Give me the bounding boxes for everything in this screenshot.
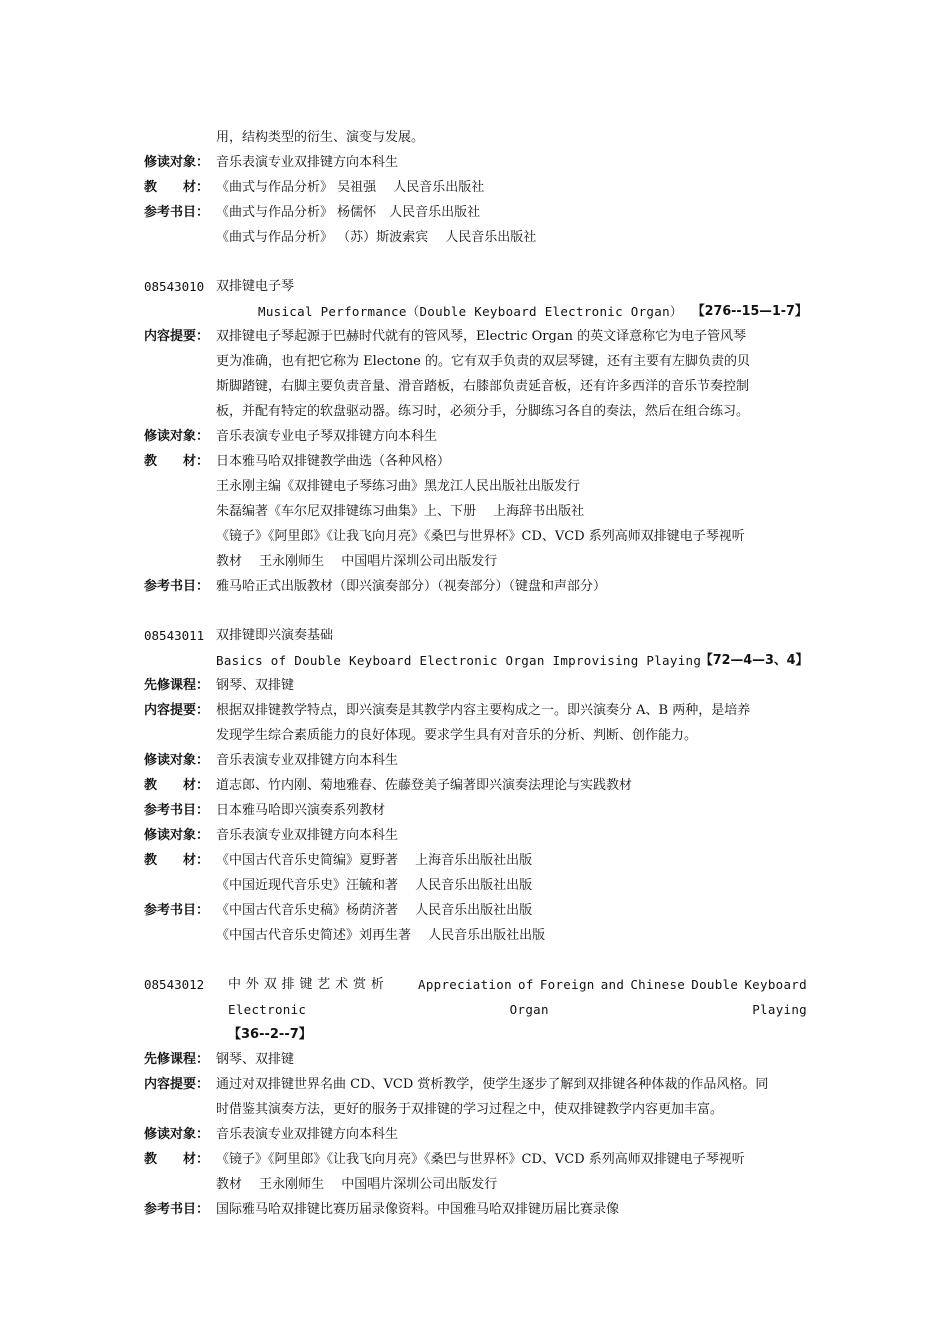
course-english-title: Basics of Double Keyboard Electronic Organ Improvising Playing	[216, 653, 702, 668]
students-label: 修读对象：	[144, 155, 210, 170]
course-code: 08543012	[144, 977, 205, 992]
refs-value: 《中国古代音乐史稿》杨荫济著 人民音乐出版社出版	[216, 903, 533, 918]
english-word: Electronic	[228, 1002, 307, 1017]
textbook-value: 日本雅马哈双排键教学曲选（各种风格）	[216, 454, 451, 469]
intro-tail-text: 用，结构类型的衍生、演变与发展。	[216, 130, 425, 145]
students-value: 音乐表演专业双排键方向本科生	[216, 155, 399, 170]
textbook-label: 教 材：	[144, 778, 210, 793]
textbook-value: 教材 王永刚师生 中国唱片深圳公司出版发行	[216, 1177, 498, 1192]
summary-line: 斯脚踏键，右脚主要负责音量、滑音踏板，右膝部负责延音板，还有许多西洋的音乐节奏控制	[216, 379, 750, 394]
course-title-char: 键	[299, 977, 313, 992]
refs-label: 参考书目：	[144, 205, 210, 220]
textbook-value: 《中国古代音乐史简编》夏野著 上海音乐出版社出版	[216, 853, 533, 868]
prereq-label: 先修课程：	[144, 678, 210, 693]
textbook-label: 教 材：	[144, 454, 210, 469]
course-title-char: 中	[228, 977, 242, 992]
prereq-label: 先修课程：	[144, 1052, 210, 1067]
english-word: and	[600, 977, 625, 992]
prereq-value: 钢琴、双排键	[216, 678, 295, 693]
english-word: Chinese	[630, 977, 686, 992]
textbook-value: 《镜子》《阿里郎》《让我飞向月亮》《桑巴与世界杯》CD、VCD 系列高师双排键电子琴视听	[216, 529, 745, 544]
summary-label: 内容提要：	[144, 329, 210, 344]
textbook-value: 《镜子》《阿里郎》《让我飞向月亮》《桑巴与世界杯》CD、VCD 系列高师双排键电子琴视听	[216, 1152, 745, 1167]
english-word: Playing	[752, 1002, 807, 1017]
summary-line: 时借鉴其演奏方法，更好的服务于双排键的学习过程之中，使双排键教学内容更加丰富。	[216, 1102, 724, 1117]
course-english-title-line1	[418, 976, 807, 994]
refs-value: 雅马哈正式出版教材（即兴演奏部分）（视奏部分）（键盘和声部分）	[216, 579, 607, 594]
english-word: Foreign	[539, 977, 595, 992]
summary-line: 双排键电子琴起源于巴赫时代就有的管风琴，Electric Organ 的英文译意称它为电子管风琴	[216, 329, 747, 344]
refs-value: 国际雅马哈双排键比赛历届录像资料。中国雅马哈双排键历届比赛录像	[216, 1202, 620, 1217]
students-label: 修读对象：	[144, 429, 210, 444]
course-title: 双排键电子琴	[216, 279, 295, 294]
textbook-value: 教材 王永刚师生 中国唱片深圳公司出版发行	[216, 554, 498, 569]
course-title-char: 艺	[317, 977, 331, 992]
course-title-char: 析	[370, 977, 384, 992]
course-code: 08543010	[144, 279, 205, 294]
course-title-char: 外	[245, 977, 259, 992]
textbook-label: 教 材：	[144, 1152, 210, 1167]
course-title-char: 赏	[353, 977, 367, 992]
summary-line: 发现学生综合素质能力的良好体现。要求学生具有对音乐的分析、判断、创作能力。	[216, 728, 698, 743]
textbook-value: 道志郎、竹内刚、菊地雅春、佐藤登美子编著即兴演奏法理论与实践教材	[216, 778, 633, 793]
course-title-char: 双	[263, 977, 277, 992]
textbook-label: 教 材：	[144, 180, 210, 195]
course-hours: 【72—4—3、4】	[700, 653, 809, 668]
english-word: Appreciation	[418, 977, 512, 992]
course-code: 08543011	[144, 628, 205, 643]
students-label: 修读对象：	[144, 753, 210, 768]
course-english-title: Musical Performance（Double Keyboard Electronic Organ）	[258, 304, 683, 319]
textbook-value: 王永刚主编《双排键电子琴练习曲》黑龙江人民出版社出版发行	[216, 479, 581, 494]
summary-line: 根据双排键教学特点，即兴演奏是其教学内容主要构成之一。即兴演奏分 A、B 两种，是培养	[216, 703, 751, 718]
refs-value: 《曲式与作品分析》 （苏）斯波索宾 人民音乐出版社	[216, 230, 537, 245]
prereq-value: 钢琴、双排键	[216, 1052, 295, 1067]
course-title: 双排键即兴演奏基础	[216, 628, 334, 643]
course-hours: 【36--2--7】	[228, 1027, 312, 1042]
course-english-title-line2	[228, 1001, 807, 1019]
refs-label: 参考书目：	[144, 1202, 210, 1217]
course-title-char: 术	[335, 977, 349, 992]
summary-line: 更为准确，也有把它称为 Electone 的。它有双手负责的双层琴键，还有主要有左脚负责的贝	[216, 354, 751, 369]
summary-label: 内容提要：	[144, 703, 210, 718]
refs-value: 《曲式与作品分析》 杨儒怀 人民音乐出版社	[216, 205, 481, 220]
summary-label: 内容提要：	[144, 1077, 210, 1092]
textbook-value: 朱磊编著《车尔尼双排键练习曲集》上、下册 上海辞书出版社	[216, 504, 585, 519]
students-value: 音乐表演专业电子琴双排键方向本科生	[216, 429, 438, 444]
textbook-value: 《中国近现代音乐史》汪毓和著 人民音乐出版社出版	[216, 878, 533, 893]
english-word: of	[518, 977, 534, 992]
textbook-label: 教 材：	[144, 853, 210, 868]
students-value: 音乐表演专业双排键方向本科生	[216, 828, 399, 843]
summary-line: 通过对双排键世界名曲 CD、VCD 赏析教学，使学生逐步了解到双排键各种体裁的作品风格。同	[216, 1077, 769, 1092]
students-label: 修读对象：	[144, 828, 210, 843]
refs-label: 参考书目：	[144, 803, 210, 818]
summary-line: 板，并配有特定的软盘驱动器。练习时，必须分手，分脚练习各自的奏法，然后在组合练习。	[216, 404, 750, 419]
textbook-value: 《曲式与作品分析》 吴祖强 人民音乐出版社	[216, 180, 485, 195]
course-title	[228, 976, 384, 994]
refs-value: 日本雅马哈即兴演奏系列教材	[216, 803, 386, 818]
course-hours: 【276--15—1-7】	[692, 304, 808, 319]
students-label: 修读对象：	[144, 1127, 210, 1142]
students-value: 音乐表演专业双排键方向本科生	[216, 1127, 399, 1142]
english-word: Organ	[509, 1002, 549, 1017]
students-value: 音乐表演专业双排键方向本科生	[216, 753, 399, 768]
english-word: Double	[691, 977, 739, 992]
refs-label: 参考书目：	[144, 903, 210, 918]
english-word: Keyboard	[744, 977, 807, 992]
refs-label: 参考书目：	[144, 579, 210, 594]
refs-value: 《中国古代音乐史简述》刘再生著 人民音乐出版社出版	[216, 928, 546, 943]
course-title-char: 排	[281, 977, 295, 992]
